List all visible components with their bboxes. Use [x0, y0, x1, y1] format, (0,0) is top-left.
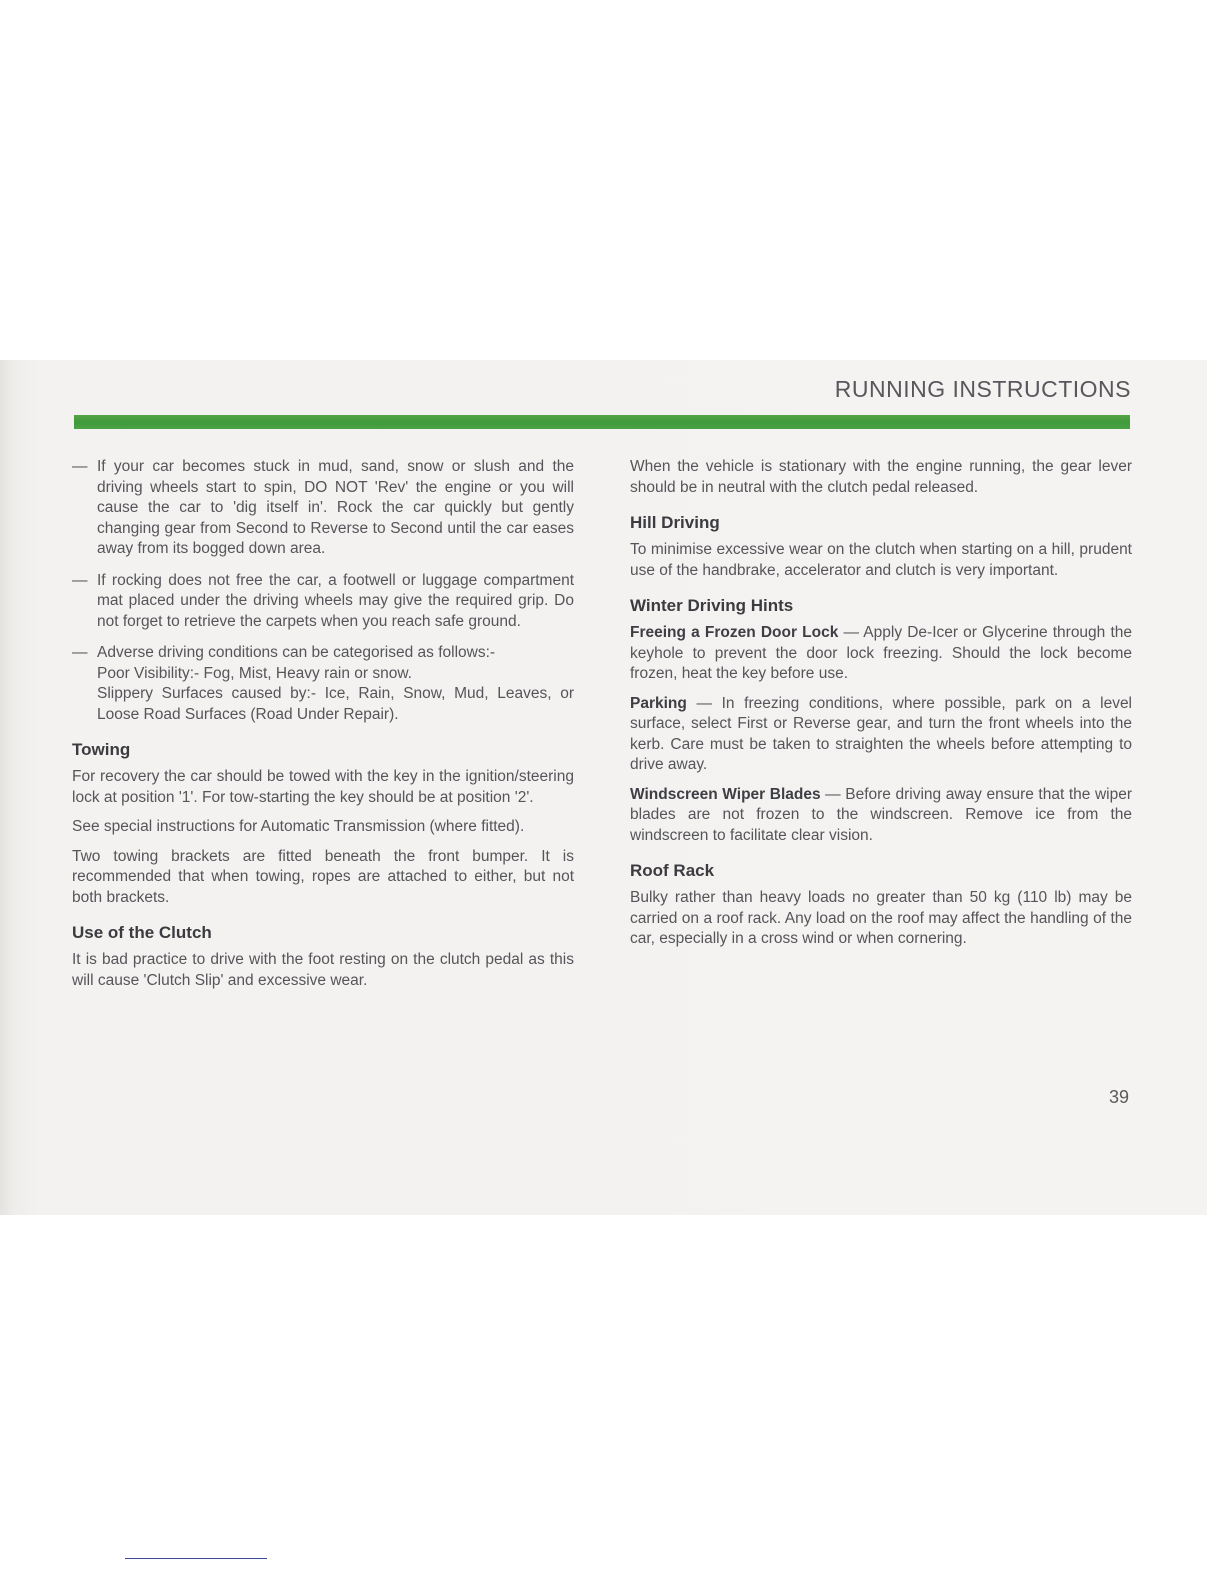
right-column [630, 457, 1132, 959]
bullet-adverse-conditions [72, 643, 574, 725]
manual-page [0, 360, 1207, 1215]
page-header-title: RUNNING INSTRUCTIONS [834, 376, 1131, 402]
winter-item-text: Before driving away ensure that the wiper blades are not frozen to the windscreen. Remove ice from the windscreen to facilitate clear vision. [630, 785, 1132, 844]
footer-rule-line [125, 1558, 267, 1559]
bullet-text: Adverse driving conditions can be categorised as follows:- [97, 644, 496, 661]
bullet-dash: — [72, 458, 88, 475]
bullet-rocking [72, 571, 574, 633]
bullet-dash: — [72, 644, 88, 661]
stationary-intro-paragraph: When the vehicle is stationary with the engine running, the gear lever should be in neutral with the clutch pedal released. [630, 458, 1132, 496]
towing-paragraph: See special instructions for Automatic Transmission (where fitted). [72, 818, 525, 835]
page-number: 39 [1108, 1087, 1129, 1107]
winter-item-term: Freeing a Frozen Door Lock [630, 624, 839, 641]
winter-item-text: In freezing conditions, where possible, park on a level surface, select First or Reverse gear, and turn the front wheels into the kerb. Care must be taken to straighten the wheels before attempting to drive away. [630, 694, 1133, 773]
winter-item-separator: — [838, 624, 864, 641]
section-color-band [74, 415, 1130, 429]
hill-driving-heading: Hill Driving [630, 513, 720, 532]
roof-rack-paragraph: Bulky rather than heavy loads no greater than 50 kg (110 lb) may be carried on a roof rack. Any load on the roof may affect the handling of the car, especially in a cross wind or when cornering. [630, 889, 1132, 947]
winter-item-text: Apply De-Icer or Glycerine through the keyhole to prevent the door lock freezing. Should the lock become frozen, heat the key before use. [630, 624, 1132, 682]
clutch-paragraph: It is bad practice to drive with the foot resting on the clutch pedal as this will cause 'Clutch Slip' and excessive wear. [72, 951, 574, 989]
left-column [72, 457, 574, 1000]
winter-item-term: Windscreen Wiper Blades [630, 785, 821, 803]
hill-driving-paragraph: To minimise excessive wear on the clutch when starting on a hill, prudent use of the handbrake, accelerator and clutch is very important. [630, 541, 1132, 579]
bullet-text: If your car becomes stuck in mud, sand, snow or slush and the driving wheels start to spin, DO NOT 'Rev' the engine or you will cause the car to 'dig itself in'. Rock the car quickly but gently changing gear from Second to Reverse to Second until the car eases away from its bogged down area. [97, 458, 574, 557]
winter-item-parking [630, 694, 1132, 776]
bullet-stuck-in-mud [72, 457, 574, 560]
winter-item-door-lock [630, 623, 1132, 685]
clutch-heading: Use of the Clutch [72, 923, 212, 942]
winter-item-separator: — [686, 694, 722, 712]
bullet-text: If rocking does not free the car, a footwell or luggage compartment mat placed under the driving wheels may give the required grip. Do not forget to retrieve the carpets when you reach safe ground. [97, 571, 574, 630]
winter-item-term: Parking [630, 694, 687, 712]
towing-paragraph: Two towing brackets are fitted beneath the front bumper. It is recommended that when towing, ropes are attached to either, but not both brackets. [72, 847, 574, 906]
towing-heading: Towing [72, 740, 131, 759]
roof-rack-heading: Roof Rack [630, 861, 715, 880]
towing-paragraph: For recovery the car should be towed with the key in the ignition/steering lock at position '1'. For tow-starting the key should be at position '2'. [72, 768, 574, 806]
bullet-poor-visibility: Poor Visibility:- Fog, Mist, Heavy rain or snow. [97, 664, 412, 682]
winter-item-separator: — [820, 785, 846, 803]
bullet-slippery-surfaces: Slippery Surfaces caused by:- Ice, Rain, Snow, Mud, Leaves, or Loose Road Surfaces (Road Under Repair). [97, 685, 574, 723]
winter-driving-heading: Winter Driving Hints [630, 596, 794, 615]
bullet-dash: — [72, 571, 88, 589]
winter-item-wiper-blades [630, 785, 1132, 847]
